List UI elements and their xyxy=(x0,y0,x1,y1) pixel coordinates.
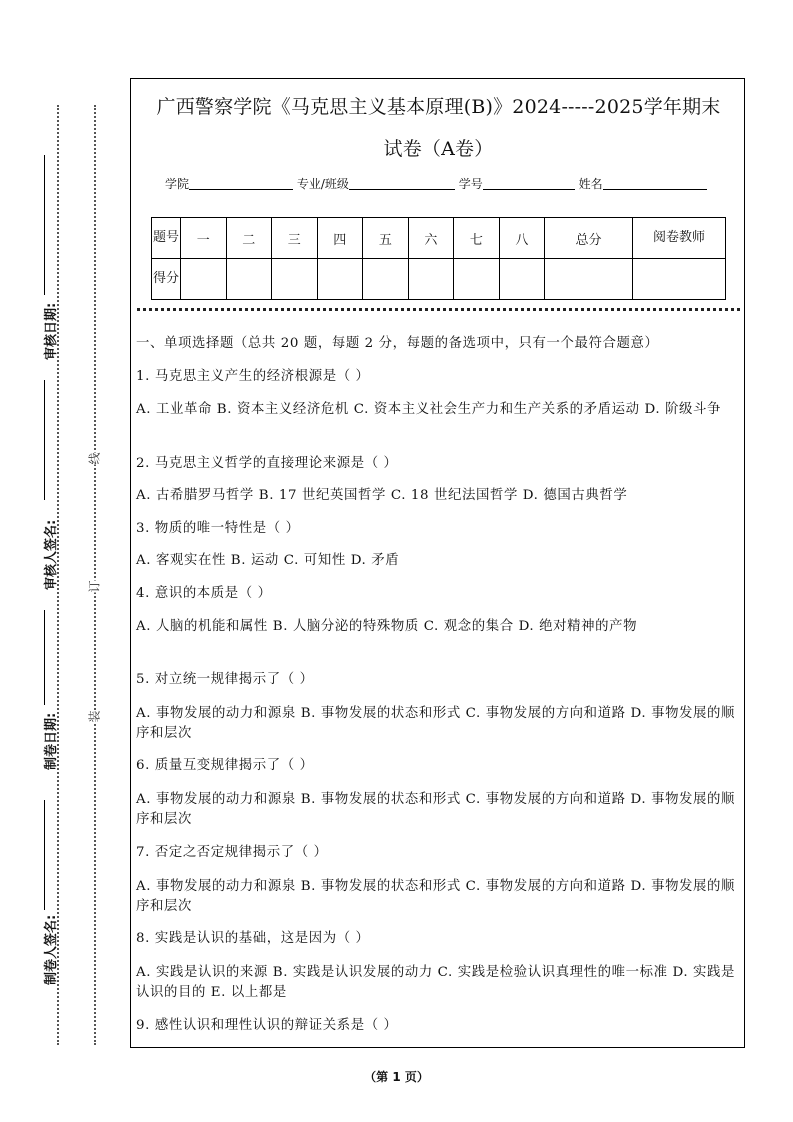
binding-dotted-line-outer xyxy=(57,105,59,1045)
score-table-header-row xyxy=(152,218,726,259)
col-total: 总分 xyxy=(545,218,633,259)
student-id-label: 学号 xyxy=(458,177,483,191)
score-cell-total[interactable] xyxy=(545,259,633,300)
col-7: 七 xyxy=(454,218,500,259)
col-5: 五 xyxy=(363,218,409,259)
score-cell-2[interactable] xyxy=(226,259,272,300)
question-1-stem: 1. 马克思主义产生的经济根源是（ ） xyxy=(136,369,370,384)
exam-title-line2: 试卷（A卷） xyxy=(383,138,494,160)
review-date-label: 审核日期: xyxy=(44,302,59,360)
score-table-score-row xyxy=(152,259,726,300)
question-4-options: A. 人脑的机能和属性 B. 人脑分泌的特殊物质 C. 观念的集合 D. 绝对精神的产物 xyxy=(136,619,638,634)
binding-char-zhuang: 装 xyxy=(87,710,102,723)
question-9-stem: 9. 感性认识和理性认识的辩证关系是（ ） xyxy=(136,1018,398,1033)
question-3-stem: 3. 物质的唯一特性是（ ） xyxy=(136,521,300,536)
question-7-options: A. 事物发展的动力和源泉 B. 事物发展的状态和形式 C. 事物发展的方向和道路 D. 事物发展的顺序和层次 xyxy=(136,879,736,914)
question-6-options: A. 事物发展的动力和源泉 B. 事物发展的状态和形式 C. 事物发展的方向和道路 D. 事物发展的顺序和层次 xyxy=(136,792,736,827)
major-field[interactable] xyxy=(349,177,455,190)
reviewer-sign-label: 审核人签名: xyxy=(44,519,59,590)
score-cell-7[interactable] xyxy=(454,259,500,300)
binding-char-xian: 线 xyxy=(87,452,102,465)
question-5-stem: 5. 对立统一规律揭示了（ ） xyxy=(136,672,314,687)
question-8-options: A. 实践是认识的来源 B. 实践是认识发展的动力 C. 实践是检验认识真理性的唯一标准 D. 实践是认识的目的 E. 以上都是 xyxy=(136,965,736,1000)
binding-char-ding: 订 xyxy=(87,580,102,593)
review-date-line xyxy=(44,155,45,295)
exam-title-line1: 广西警察学院《马克思主义基本原理(B)》2024-----2025学年期末 xyxy=(156,96,721,118)
question-1-options: A. 工业革命 B. 资本主义经济危机 C. 资本主义社会生产力和生产关系的矛盾运动 D. 阶级斗争 xyxy=(136,402,722,417)
score-table xyxy=(151,217,726,300)
binding-dotted-line-inner xyxy=(94,105,96,1045)
score-cell-4[interactable] xyxy=(317,259,363,300)
score-cell-grader[interactable] xyxy=(633,259,726,300)
question-4-stem: 4. 意识的本质是（ ） xyxy=(136,586,272,601)
col-1: 一 xyxy=(181,218,227,259)
score-cell-8[interactable] xyxy=(499,259,545,300)
question-no-head: 题号 xyxy=(152,218,181,259)
student-info-row xyxy=(165,175,707,192)
question-6-stem: 6. 质量互变规律揭示了（ ） xyxy=(136,758,314,773)
question-5-options: A. 事物发展的动力和源泉 B. 事物发展的状态和形式 C. 事物发展的方向和道路 D. 事物发展的顺序和层次 xyxy=(136,706,736,741)
question-3-options: A. 客观实在性 B. 运动 C. 可知性 D. 矛盾 xyxy=(136,553,400,568)
question-2-stem: 2. 马克思主义哲学的直接理论来源是（ ） xyxy=(136,456,398,471)
reviewer-sign-line xyxy=(44,380,45,500)
name-field[interactable] xyxy=(603,177,707,190)
col-8: 八 xyxy=(499,218,545,259)
col-4: 四 xyxy=(317,218,363,259)
major-label: 专业/班级 xyxy=(296,177,349,191)
col-2: 二 xyxy=(226,218,272,259)
maker-sign-line xyxy=(44,800,45,910)
section1-heading: 一、单项选择题（总共 20 题，每题 2 分，每题的备选项中，只有一个最符合题意） xyxy=(136,336,659,351)
score-cell-3[interactable] xyxy=(272,259,318,300)
question-7-stem: 7. 否定之否定规律揭示了（ ） xyxy=(136,845,328,860)
col-6: 六 xyxy=(408,218,454,259)
name-label: 姓名 xyxy=(578,177,603,191)
exam-frame xyxy=(130,78,745,1048)
score-cell-1[interactable] xyxy=(181,259,227,300)
college-label: 学院 xyxy=(165,177,190,191)
col-3: 三 xyxy=(272,218,318,259)
page-number: （第 1 页） xyxy=(364,1070,429,1084)
make-date-line xyxy=(44,610,45,705)
score-cell-6[interactable] xyxy=(408,259,454,300)
maker-sign-label: 制卷人签名: xyxy=(44,914,59,985)
student-id-field[interactable] xyxy=(483,177,575,190)
college-field[interactable] xyxy=(189,177,293,190)
score-cell-5[interactable] xyxy=(363,259,409,300)
dotted-separator xyxy=(137,308,740,311)
col-grader: 阅卷教师 xyxy=(633,218,726,259)
make-date-label: 制卷日期: xyxy=(44,712,59,770)
question-2-options: A. 古希腊罗马哲学 B. 17 世纪英国哲学 C. 18 世纪法国哲学 D. 德国古典哲学 xyxy=(136,488,628,503)
score-head: 得分 xyxy=(152,259,181,300)
question-8-stem: 8. 实践是认识的基础，这是因为（ ） xyxy=(136,931,370,946)
